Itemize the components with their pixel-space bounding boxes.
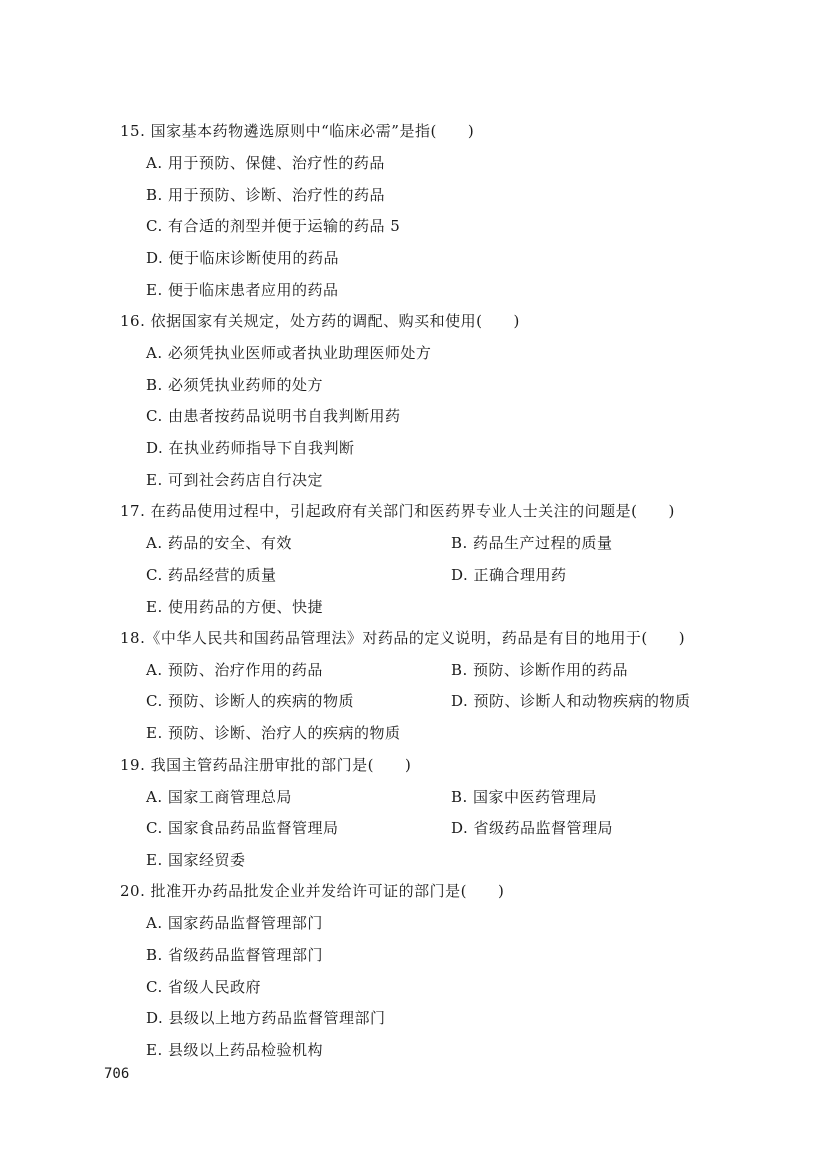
- question-15-option-b: B. 用于预防、诊断、治疗性的药品: [146, 186, 386, 204]
- question-15-option-e: E. 便于临床患者应用的药品: [146, 281, 339, 299]
- question-15-option-d: D. 便于临床诊断使用的药品: [146, 249, 340, 267]
- question-20-option-d: D. 县级以上地方药品监督管理部门: [146, 1009, 386, 1027]
- question-17-option-a: A. 药品的安全、有效: [146, 534, 292, 552]
- question-15-option-a: A. 用于预防、保健、治疗性的药品: [146, 154, 385, 172]
- question-20: 20. 批准开办药品批发企业并发给许可证的部门是( ): [120, 882, 505, 900]
- question-19-option-a: A. 国家工商管理总局: [146, 788, 292, 806]
- question-19-option-d: D. 省级药品监督管理局: [451, 819, 614, 837]
- question-15: 15. 国家基本药物遴选原则中“临床必需”是指( ): [120, 122, 475, 140]
- question-17-option-d: D. 正确合理用药: [451, 566, 567, 584]
- question-17-option-c: C. 药品经营的质量: [146, 566, 277, 584]
- question-16-option-e: E. 可到社会药店自行决定: [146, 471, 323, 489]
- question-19-option-e: E. 国家经贸委: [146, 851, 246, 869]
- question-18-option-d: D. 预防、诊断人和动物疾病的物质: [451, 692, 691, 710]
- question-18-option-e: E. 预防、诊断、治疗人的疾病的物质: [146, 724, 401, 742]
- question-17: 17. 在药品使用过程中，引起政府有关部门和医药界专业人士关注的问题是( ): [120, 502, 675, 520]
- question-15-option-c: C. 有合适的剂型并便于运输的药品 5: [146, 217, 401, 235]
- question-18-option-b: B. 预防、诊断作用的药品: [451, 661, 629, 679]
- question-16-option-a: A. 必须凭执业医师或者执业助理医师处方: [146, 344, 432, 362]
- question-18: 18.《中华人民共和国药品管理法》对药品的定义说明，药品是有目的地用于( ): [120, 629, 686, 647]
- question-20-option-a: A. 国家药品监督管理部门: [146, 914, 323, 932]
- page-number: 706: [104, 1066, 130, 1082]
- question-20-option-b: B. 省级药品监督管理部门: [146, 946, 324, 964]
- question-16-option-b: B. 必须凭执业药师的处方: [146, 376, 324, 394]
- question-19: 19. 我国主管药品注册审批的部门是( ): [120, 756, 412, 774]
- question-19-option-c: C. 国家食品药品监督管理局: [146, 819, 339, 837]
- question-17-option-b: B. 药品生产过程的质量: [451, 534, 613, 552]
- question-18-option-a: A. 预防、治疗作用的药品: [146, 661, 323, 679]
- question-16: 16. 依据国家有关规定，处方药的调配、购买和使用( ): [120, 312, 520, 330]
- question-19-option-b: B. 国家中医药管理局: [451, 788, 598, 806]
- question-18-option-c: C. 预防、诊断人的疾病的物质: [146, 692, 354, 710]
- question-16-option-c: C. 由患者按药品说明书自我判断用药: [146, 407, 401, 425]
- question-20-option-c: C. 省级人民政府: [146, 978, 261, 996]
- question-17-option-e: E. 使用药品的方便、快捷: [146, 598, 323, 616]
- question-16-option-d: D. 在执业药师指导下自我判断: [146, 439, 355, 457]
- question-20-option-e: E. 县级以上药品检验机构: [146, 1041, 323, 1059]
